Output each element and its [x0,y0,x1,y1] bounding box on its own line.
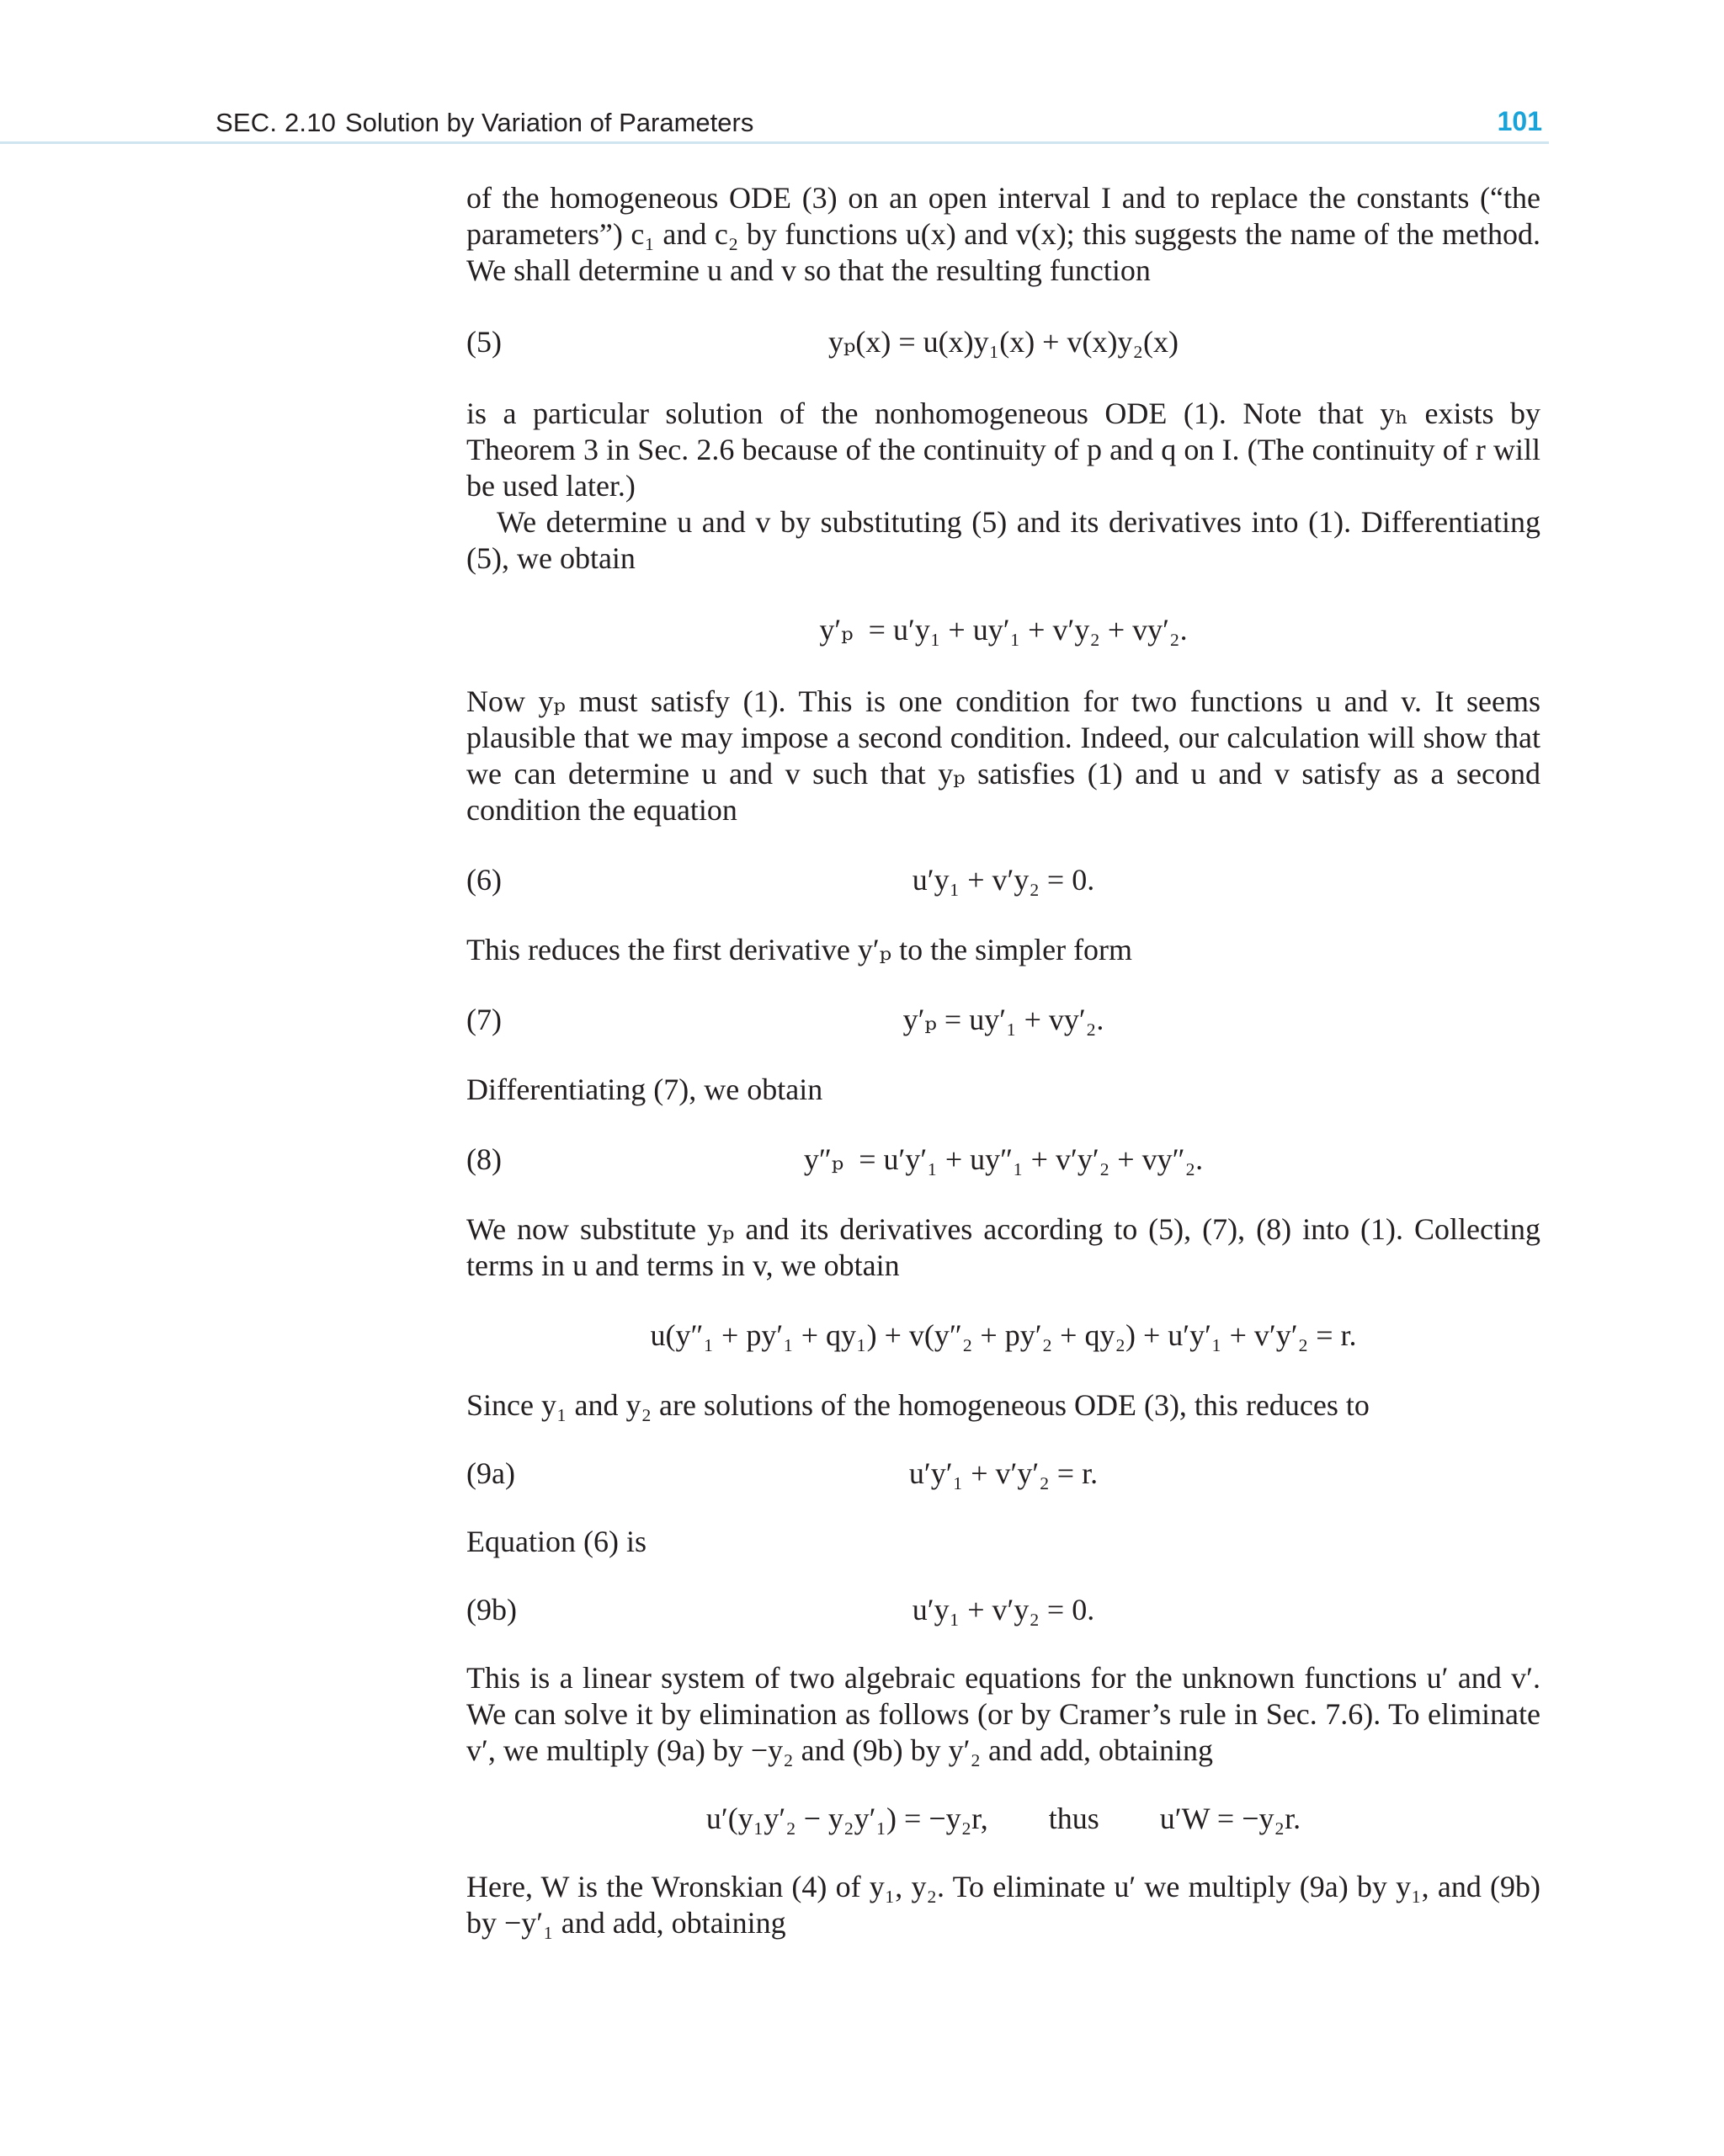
equation-collected [466,1318,1540,1354]
page-body [466,180,1540,1941]
equation-label: (8) [466,1142,502,1176]
paragraph: We now substitute yₚ and its derivatives according to (5), (7), (8) into (1). Collecting terms in u and terms in v, we obtain [466,1212,1540,1282]
equation-8 [466,1142,1540,1178]
equation-body: u′y₁ + v′y₂ = 0. [912,863,1095,897]
equation-label: (6) [466,863,502,897]
equation-6 [466,862,1540,898]
paragraph: Since y₁ and y₂ are solutions of the homogeneous ODE (3), this reduces to [466,1388,1370,1422]
equation-body: u(y″₁ + py′₁ + qy₁) + v(y″₂ + py′₂ + qy₂) + u′y′₁ + v′y′₂ = r. [650,1318,1357,1352]
paragraph: Differentiating (7), we obtain [466,1073,823,1106]
equation-derivative [466,612,1540,648]
running-header [0,99,1549,144]
paragraph: This reduces the first derivative y′ₚ to the simpler form [466,933,1133,966]
equation-label: (9a) [466,1456,515,1490]
section-title: Solution by Variation of Parameters [345,108,754,137]
equation-9a [466,1456,1540,1492]
equation-5 [466,324,1540,360]
equation-7 [466,1002,1540,1038]
paragraph: is a particular solution of the nonhomogeneous ODE (1). Note that yₕ exists by Theorem 3 in Sec. 2.6 because of the continuity of p and q on I. (The continuity of r will be used later.) [466,397,1540,503]
equation-label: (9b) [466,1593,517,1626]
equation-body: y″ₚ = u′y′₁ + uy″₁ + v′y′₂ + vy″₂. [803,1142,1204,1176]
paragraph: We determine u and v by substituting (5) and its derivatives into (1). Differentiating (5), we obtain [466,505,1540,575]
equation-body: yₚ(x) = u(x)y₁(x) + v(x)y₂(x) [828,325,1179,359]
paragraph: Now yₚ must satisfy (1). This is one condition for two functions u and v. It seems plausible that we may impose a second condition. Indeed, our calculation will show that we can determine u and v such that yₚ satisfies (1) and u and v satisfy as a second condition the equation [466,684,1540,827]
equation-eliminate-v [466,1801,1540,1837]
paragraph: This is a linear system of two algebraic equations for the unknown functions u′ and v′. We can solve it by elimination as follows (or by Cramer’s rule in Sec. 7.6). To eliminate v′, we multiply (9a) by −y₂ and (9b) by y′₂ and add, obtaining [466,1661,1540,1767]
section-number: SEC. 2.10 [216,108,337,137]
paragraph: Here, W is the Wronskian (4) of y₁, y₂. To eliminate u′ we multiply (9a) by y₁, and (9b) by −y′₁ and add, obtaining [466,1870,1540,1940]
equation-body: u′y₁ + v′y₂ = 0. [912,1593,1095,1626]
paragraph: Equation (6) is [466,1525,646,1558]
equation-label: (5) [466,325,502,359]
equation-body: y′ₚ = u′y₁ + uy′₁ + v′y₂ + vy′₂. [819,613,1188,647]
equation-9b [466,1592,1540,1628]
paragraph: of the homogeneous ODE (3) on an open interval I and to replace the constants (“the parameters”) c₁ and c₂ by functions u(x) and v(x); this suggests the name of the method. We shall determine u and v so that the resulting function [466,181,1540,287]
equation-label: (7) [466,1003,502,1036]
equation-body: y′ₚ = uy′₁ + vy′₂. [902,1003,1104,1036]
equation-body: u′y′₁ + v′y′₂ = r. [908,1456,1099,1490]
equation-body: u′(y₁y′₂ − y₂y′₁) = −y₂r, thus u′W = −y₂r. [705,1802,1301,1835]
page-number: 101 [1497,106,1542,136]
